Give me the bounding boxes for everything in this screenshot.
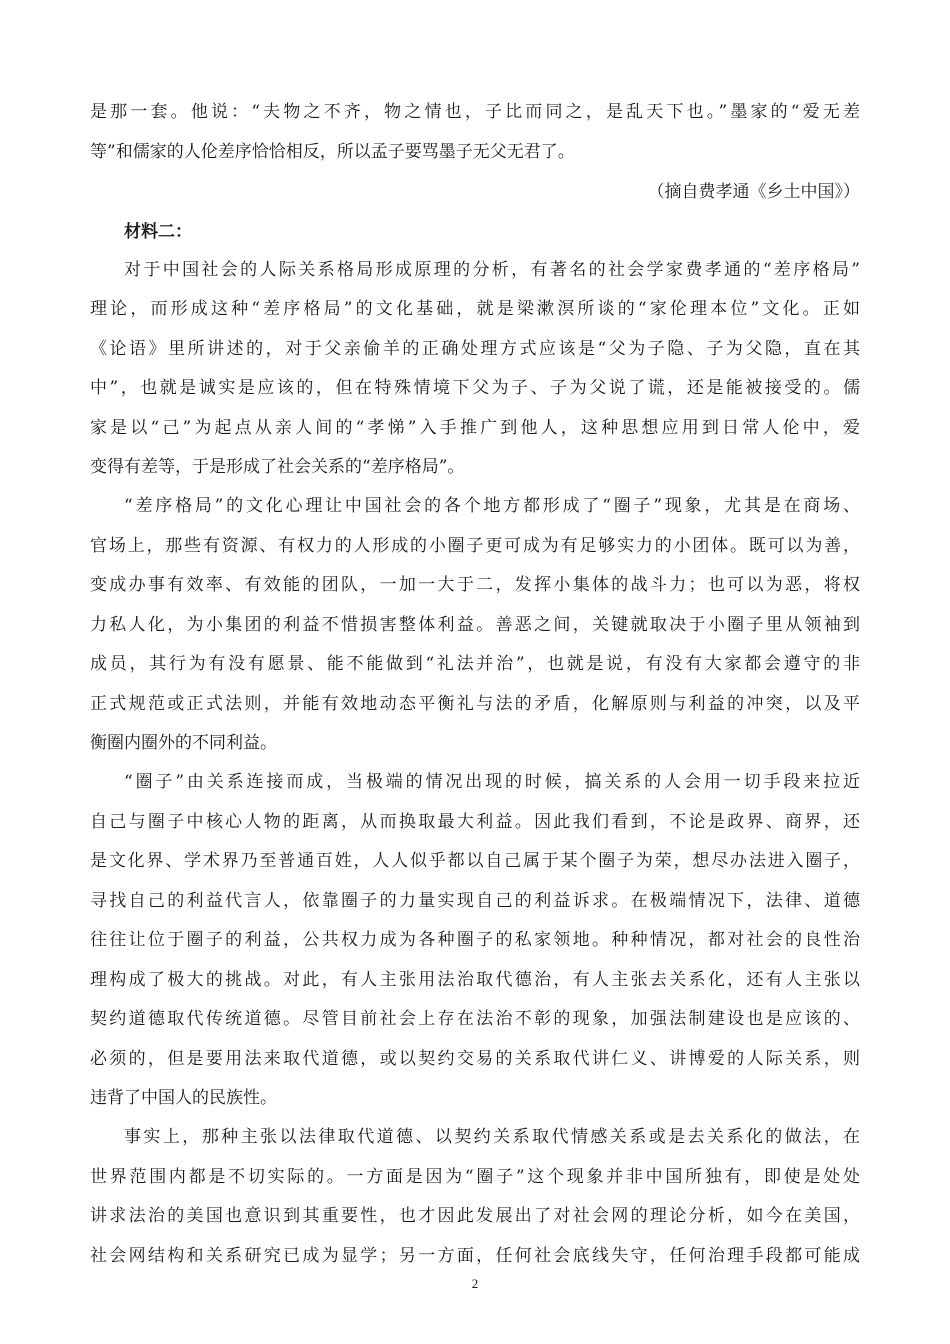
text-line: 《论语》里所讲述的，对于父亲偷羊的正确处理方式应该是“父为子隐、子为父隐，直在其 [90,339,860,359]
text-line: 变成办事有效率、有效能的团队，一加一大于二，发挥小集体的战斗力；也可以为恶，将权 [90,575,860,595]
text-line: 中”，也就是诚实是应该的，但在特殊情境下父为子、子为父说了谎，还是能被接受的。儒 [90,378,860,398]
text-line: 往往让位于圈子的利益，公共权力成为各种圈子的私家领地。种种情况，都对社会的良性治 [90,930,860,950]
text-line: 力私人化，为小集团的利益不惜损害整体利益。善恶之间，关键就取决于小圈子里从领袖到 [90,615,860,635]
text-line: 对于中国社会的人际关系格局形成原理的分析，有著名的社会学家费孝通的“差序格局” [124,260,860,280]
text-line: 寻找自己的利益代言人，依靠圈子的力量实现自己的利益诉求。在极端情况下，法律、道德 [90,891,860,911]
page-number: 2 [471,1276,479,1291]
text-line: 官场上，那些有资源、有权力的人形成的小圈子更可成为有足够实力的小团体。既可以为善， [90,536,860,556]
text-line: 成员，其行为有没有愿景、能不能做到“礼法并治”，也就是说，有没有大家都会遵守的非 [90,654,860,674]
text-line: 契约道德取代传统道德。尽管目前社会上存在法治不彰的现象，加强法制建设也是应该的、 [90,1009,860,1029]
section-heading: 材料二： [124,222,192,242]
text-line: 违背了中国人的民族性。 [90,1088,277,1108]
text-line: 世界范围内都是不切实际的。一方面是因为“圈子”这个现象并非中国所独有，即使是处处 [90,1167,860,1187]
text-line: 衡圈内圈外的不同利益。 [90,733,277,753]
text-line: 理论，而形成这种“差序格局”的文化基础，就是梁漱溟所谈的“家伦理本位”文化。正如 [90,299,860,319]
source-citation: （摘自费孝通《乡土中国》） [647,182,860,202]
text-line: 是文化界、学术界乃至普通百姓，人人似乎都以自己属于某个圈子为荣，想尽办法进入圈子， [90,851,860,871]
text-line: 等”和儒家的人伦差序恰恰相反，所以孟子要骂墨子无父无君了。 [90,142,575,162]
text-line: 讲求法治的美国也意识到其重要性，也才因此发展出了对社会网的理论分析，如今在美国， [90,1206,860,1226]
text-line: “圈子”由关系连接而成，当极端的情况出现的时候，搞关系的人会用一切手段来拉近 [124,772,860,792]
text-line: “差序格局”的文化心理让中国社会的各个地方都形成了“圈子”现象，尤其是在商场、 [124,496,860,516]
text-line: 变得有差等，于是形成了社会关系的“差序格局”。 [90,457,465,477]
text-line: 自己与圈子中核心人物的距离，从而换取最大利益。因此我们看到，不论是政界、商界，还 [90,812,860,832]
text-line: 理构成了极大的挑战。对此，有人主张用法治取代德治，有人主张去关系化，还有人主张以 [90,970,860,990]
text-line: 是那一套。他说：“夫物之不齐，物之情也，子比而同之，是乱天下也。”墨家的“爱无差 [90,102,860,122]
text-line: 必须的，但是要用法来取代道德，或以契约交易的关系取代讲仁义、讲博爱的人际关系，则 [90,1049,860,1069]
text-line: 家是以“己”为起点从亲人间的“孝悌”入手推广到他人，这种思想应用到日常人伦中，爱 [90,418,860,438]
text-line: 社会网结构和关系研究已成为显学；另一方面，任何社会底线失守，任何治理手段都可能成 [90,1246,860,1266]
text-line: 正式规范或正式法则，并能有效地动态平衡礼与法的矛盾，化解原则与利益的冲突，以及平 [90,694,860,714]
text-line: 事实上，那种主张以法律取代道德、以契约关系取代情感关系或是去关系化的做法，在 [124,1127,860,1147]
